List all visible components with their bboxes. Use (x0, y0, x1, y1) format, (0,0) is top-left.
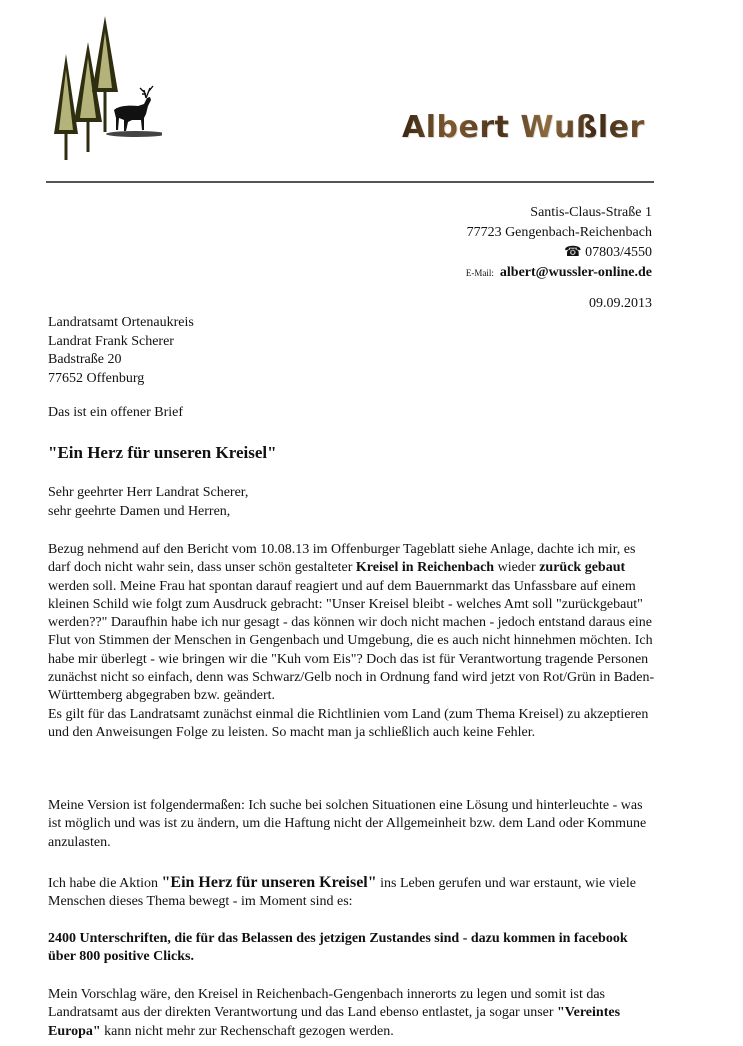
paragraph-2: Meine Version ist folgendermaßen: Ich suche bei solchen Situationen eine Lösung und hinterleuchte - was ist möglich und was ist zu ändern, um die Haftung nicht der Allgemeinheit bzw. dem Land oder Kommune anzulasten. (48, 798, 647, 850)
recipient-line: Landratsamt Ortenaukreis (48, 315, 194, 330)
paragraph-5 (48, 986, 658, 1041)
letter-date: 09.09.2013 (589, 296, 652, 311)
tree-left-icon (54, 54, 78, 160)
greeting (48, 484, 248, 521)
letter-title: "Ein Herz für unseren Kreisel" (48, 443, 277, 462)
sender-street: Santis-Claus-Straße 1 (530, 205, 652, 220)
sender-phone: 07803/4550 (585, 245, 652, 260)
p1-text-e: werden soll. Meine Frau hat spontan darauf reagiert und auf dem Bauernmarkt das Unfassbare auf einem kleinen Schild wie folgt zum Ausdruck gebracht: "Unser Kreisel bleibt - welches Amt soll "zurückgebaut" werden??" Daraufhin habe ich nur gesagt - das können wir doch nicht machen - jedoch entstand daraus eine Flut von Stimmen der Menschen in Gengenbach und Umgebung, die es auch nicht hinnehmen möchten. Ich habe mir überlegt - wie bringen wir die "Kuh vom Eis"? Doch das ist für Verantwortung tragende Personen zunächst nicht so einfach, denn was Schwarz/Gelb noch in Ordnung fand wird jetzt von Rot/Grün in Baden-Württemberg abgegraben bzw. geändert. (48, 578, 655, 704)
deer-icon (106, 86, 162, 137)
email-label: E-Mail: (465, 268, 494, 278)
sender-phone-line (466, 243, 652, 263)
greeting-line-1: Sehr geehrter Herr Landrat Scherer, (48, 485, 249, 500)
p1-text-a: Bezug nehmend auf den Bericht vom 10.08.13 im Offenburger Tageblatt siehe Anlage, dachte ich mir, es darf doch nicht wahr sein, dass unser schön gestalteter (48, 542, 636, 576)
recipient-line: 77652 Offenburg (48, 370, 145, 386)
p1-bold-zurueck: zurück gebaut (539, 560, 626, 576)
sender-email[interactable]: albert@wussler-online.de (499, 265, 652, 280)
p1-text-c: wieder (494, 560, 540, 576)
p3-text-c: ins Leben gerufen und war erstaunt, wie viele Menschen dieses Thema bewegt - im Moment sind es: (48, 876, 636, 910)
p1-bold-kreisel: Kreisel in Reichenbach (355, 560, 495, 576)
recipient-line: Landrat Frank Scherer (48, 333, 174, 349)
paragraph-3 (48, 874, 658, 912)
phone-icon: ☎ (564, 245, 586, 260)
recipient-line: Badstraße 20 (48, 352, 122, 367)
p1-text-f: Es gilt für das Landratsamt zunächst einmal die Richtlinien vom Land (zum Thema Kreisel) zu akzeptieren und den Anweisungen Folge zu leisten. So macht man ja schließlich auch keine Fehler. (48, 706, 649, 740)
p3-campaign-name: "Ein Herz für unseren Kreisel" (161, 874, 377, 891)
header-divider (46, 181, 654, 183)
paragraph-1 (48, 541, 658, 742)
p5-text-a: Mein Vorschlag wäre, den Kreisel in Reichenbach-Gengenbach innerorts zu legen und somit ist das Landratsamt aus der direkten Verantwortung und das Land ebenso entlastet, ja sogar unser (48, 987, 605, 1021)
sender-city: 77723 Gengenbach-Reichenbach (466, 225, 652, 240)
recipient-address (48, 314, 194, 388)
paragraph-4-signatures: 2400 Unterschriften, die für das Belassen des jetzigen Zustandes sind - dazu kommen in facebook über 800 positive Clicks. (48, 931, 628, 965)
sender-address (466, 203, 652, 283)
letterhead-brand-name: Albert Wußler (402, 110, 645, 145)
p5-text-c: kann nicht mehr zur Rechenschaft gezogen werden. (100, 1023, 394, 1039)
sender-email-line (466, 263, 652, 283)
greeting-line-2: sehr geehrte Damen und Herren, (48, 503, 231, 519)
open-letter-note: Das ist ein offener Brief (48, 405, 184, 420)
p3-text-a: Ich habe die Aktion (48, 876, 162, 891)
trees-deer-logo (52, 14, 162, 162)
p5-bold-europa: "Vereintes Europa" (48, 1005, 621, 1039)
